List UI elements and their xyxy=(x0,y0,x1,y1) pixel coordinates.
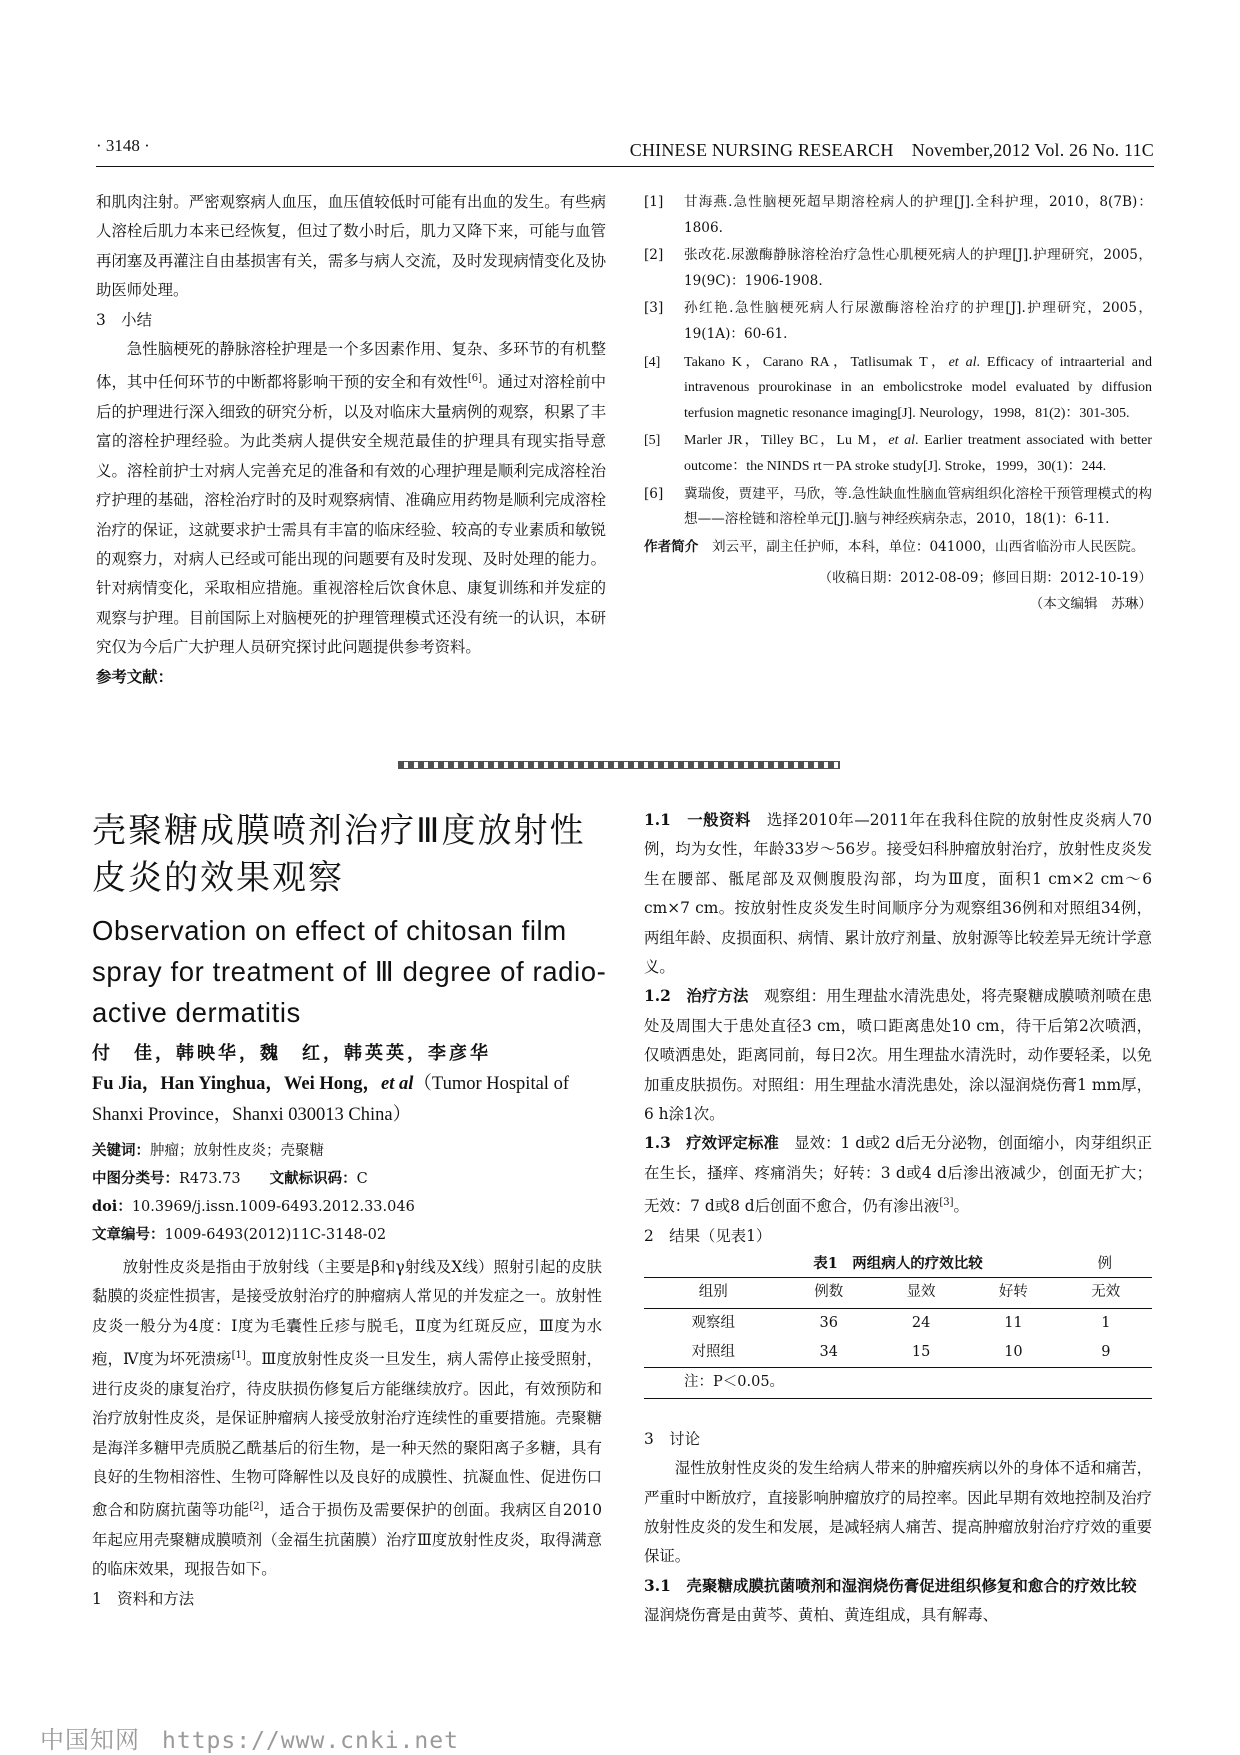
watermark-name: 中国知网 xyxy=(40,1726,140,1754)
prev-section-3-heading: 3 小结 xyxy=(96,310,152,329)
table-row: 观察组 36 24 11 1 xyxy=(691,1314,1111,1331)
table-note: 注：P＜0.05。 xyxy=(684,1374,785,1391)
intro-paragraph: 放射性皮炎是指由于放射线（主要是β和γ射线及X线）照射引起的皮肤黏膜的炎症性损害，是接受放射治疗的肿瘤病人常见的并发症之一。放射性皮炎一般分为4度：Ⅰ度为毛囊性丘疹与脱毛，Ⅱ度为红斑反应，Ⅲ度为水疱，Ⅳ度为坏死溃疡[1]。Ⅲ度放射性皮炎一旦发生，病人需停止接受照射，进行皮炎的康复治疗，待皮肤损伤修复后方能继续放疗。因此，有效预防和治疗放射性皮炎，是保证肿瘤病人接受放射治疗连续性的重要措施。壳聚糖是海洋多糖甲壳质脱乙酰基后的衍生物，是一种天然的聚阳离子多糖，具有良好的生物相溶性、生物可降解性以及良好的成膜性、抗凝血性、促进伤口愈合和防腐抗菌等功能[2]，适合于损伤及需要保护的创面。我病区自2010年起应用壳聚糖成膜喷剂（金福生抗菌膜）治疗Ⅲ度放射性皮炎，取得满意的临床效果，现报告如下。 xyxy=(92,1258,602,1579)
table-header-row: 组别 例数 显效 好转 无效 xyxy=(644,1278,1152,1308)
section-3-heading: 3 讨论 xyxy=(644,1429,700,1448)
article-title-cn: 壳聚糖成膜喷剂治疗Ⅲ度放射性 皮炎的效果观察 xyxy=(92,811,586,898)
prev-paragraph-1: 和肌肉注射。严密观察病人血压，血压值较低时可能有出血的发生。有些病人溶栓后肌力本来已经恢复，但过了数小时后，肌力又降下来，可能与血管再闭塞及再灌注自由基损害有关，需多与病人交流，及时发现病情变化及协助医师处理。 xyxy=(96,193,606,300)
journal-info: CHINESE NURSING RESEARCH November,2012 Vol. 26 No. 11C xyxy=(629,140,1154,160)
section-1-3: 1.3 疗效评定标准 显效：1 d或2 d后无分泌物，创面缩小，肉芽组织正在生长，搔痒、疼痛消失；好转：3 d或4 d后渗出液减少，创面无扩大；无效：7 d或8 d后创面不愈合，仍有渗出液[3]。 xyxy=(644,1134,1152,1216)
reference-item: [5] Marler JR，Tilley BC，Lu M，et al. Earlier treatment associated with better outcome：the NINDS rt－PA stroke study[J]. Stroke，1999，30(1)：244. xyxy=(644,433,1153,474)
received-dates: （收稿日期：2012-08-09；修回日期：2012-10-19） xyxy=(818,570,1152,587)
article-title-en: Observation on effect of chitosan film spray for treatment of Ⅲ degree of radio- active dermatitis xyxy=(92,915,607,1028)
section-3-1: 3.1 壳聚糖成膜抗菌喷剂和湿润烧伤膏促进组织修复和愈合的疗效比较 湿润烧伤膏是由黄芩、黄柏、黄连组成，具有解毒、 xyxy=(644,1576,1152,1625)
table-note-row xyxy=(644,1368,1152,1398)
references-heading: 参考文献： xyxy=(96,667,173,686)
prev-article-left-column xyxy=(96,188,606,692)
page-number: · 3148 · xyxy=(96,136,150,155)
doi: doi：10.3969/j.issn.1009-6493.2012.33.046 xyxy=(92,1198,415,1215)
reference-item: [2] 张改花.尿激酶静脉溶栓治疗急性心肌梗死病人的护理[J].护理研究，2005，19(9C)：1906-1908. xyxy=(644,247,1152,289)
references-list xyxy=(644,190,1152,618)
discussion-paragraph: 湿性放射性皮炎的发生给病人带来的肿瘤疾病以外的身体不适和痛苦，严重时中断放疗，直接影响肿瘤放疗的局控率。因此早期有效地控制及治疗放射性皮炎的发生和发展，是减轻病人痛苦、提高肿瘤放射治疗疗效的重要保证。 xyxy=(644,1459,1152,1566)
article-divider xyxy=(398,761,840,769)
results-table xyxy=(644,1277,1152,1399)
author-intro: 作者简介 刘云平，副主任护师，本科，单位：041000，山西省临汾市人民医院。 xyxy=(644,538,1145,555)
header-rule xyxy=(96,166,1154,167)
reference-item: [1] 甘海燕.急性脑梗死超早期溶栓病人的护理[J].全科护理，2010，8(7B)：1806. xyxy=(644,194,1152,236)
reference-item: [3] 孙红艳.急性脑梗死病人行尿激酶溶栓治疗的护理[J].护理研究，2005，19(1A)：60-61. xyxy=(644,300,1152,342)
prev-paragraph-2: 急性脑梗死的静脉溶栓护理是一个多因素作用、复杂、多环节的有机整体，其中任何环节的中断都将影响干预的安全和有效性[6]。通过对溶栓前中后的护理进行深入细致的研究分析，以及对临床大量病例的观察，积累了丰富的溶栓护理经验。为此类病人提供安全规范最佳的护理具有现实指导意义。溶栓前护士对病人完善充足的准备和有效的心理护理是顺利完成溶栓治疗护理的基础，溶栓治疗时的及时观察病情、准确应用药物是顺利完成溶栓治疗的保证，这就要求护士需具有丰富的临床经验、较高的专业素质和敏锐的观察力，对病人已经或可能出现的问题要有及时发现、及时处理的能力。针对病情变化，采取相应措施。重视溶栓后饮食休息、康复训练和并发症的观察与护理。目前国际上对脑梗死的护理管理模式还没有统一的认识，本研究仅为今后广大护理人员研究探讨此问题提供参考资料。 xyxy=(96,340,606,657)
editor-note: （本文编辑 苏琳） xyxy=(1029,595,1152,612)
article-right-column xyxy=(644,806,1152,1631)
table-unit: 例 xyxy=(1097,1256,1112,1273)
citation: [6] xyxy=(467,373,483,385)
article-number: 文章编号：1009-6493(2012)11C-3148-02 xyxy=(92,1226,387,1243)
table-caption: 表1 两组病人的疗效比较 例 xyxy=(644,1251,1152,1277)
article-left-column xyxy=(92,808,612,1614)
cnki-watermark xyxy=(40,1720,459,1755)
section-1-2: 1.2 治疗方法 观察组：用生理盐水清洗患处，将壳聚糖成膜喷剂喷在患处及周围大于患处直径3 cm，喷口距离患处10 cm，待干后第2次喷洒，仅喷洒患处，距离同前，每日2次。用生理盐水清洗时，动作要轻柔，以免加重皮肤损伤。对照组：用生理盐水清洗患处，涂以湿润烧伤膏1 mm厚，6 h涂1次。 xyxy=(644,987,1152,1124)
authors-en: Fu Jia，Han Yinghua，Wei Hong，et al（Tumor Hospital of Shanxi Province，Shanxi 030013 China） xyxy=(92,1074,569,1125)
authors-cn: 付 佳，韩映华，魏 红，韩英英，李彦华 xyxy=(92,1043,491,1064)
running-header xyxy=(96,134,1154,164)
table-row: 对照组 34 15 10 9 xyxy=(691,1344,1111,1361)
article-meta xyxy=(92,1137,612,1249)
section-2-heading: 2 结果（见表1） xyxy=(644,1226,772,1245)
section-1-heading: 1 资料和方法 xyxy=(92,1589,195,1608)
reference-item: [4] Takano K，Carano RA，Tatlisumak T，et al. Efficacy of intraarterial and intravenous prourokinase in an embolicstroke model evaluated by diffusion terfusion magnetic resonance imaging[J]. Neurology，1998，81(2)：301-305. xyxy=(644,354,1152,421)
classification: 中图分类号：R473.73 文献标识码：C xyxy=(92,1170,368,1187)
intro-text xyxy=(92,1253,602,1614)
keywords: 关键词：肿瘤；放射性皮炎；壳聚糖 xyxy=(92,1142,324,1159)
reference-item: [6] 冀瑞俊，贾建平，马欣，等.急性缺血性脑血管病组织化溶栓干预管理模式的构想——溶栓链和溶栓单元[J].脑与神经疾病杂志，2010，18(1)：6-11. xyxy=(644,485,1152,528)
section-1-1: 1.1 一般资料 选择2010年—2011年在我科住院的放射性皮炎病人70例，均为女性，年龄33岁～56岁。接受妇科肿瘤放射治疗，放射性皮炎发生在腰部、骶尾部及双侧腹股沟部，均为Ⅲ度，面积1 cm×2 cm～6 cm×7 cm。按放射性皮炎发生时间顺序分为观察组36例和对照组34例，两组年龄、皮损面积、病情、累计放疗剂量、放射源等比较差异无统计学意义。 xyxy=(644,811,1153,977)
watermark-url[interactable]: https://www.cnki.net xyxy=(162,1728,459,1754)
